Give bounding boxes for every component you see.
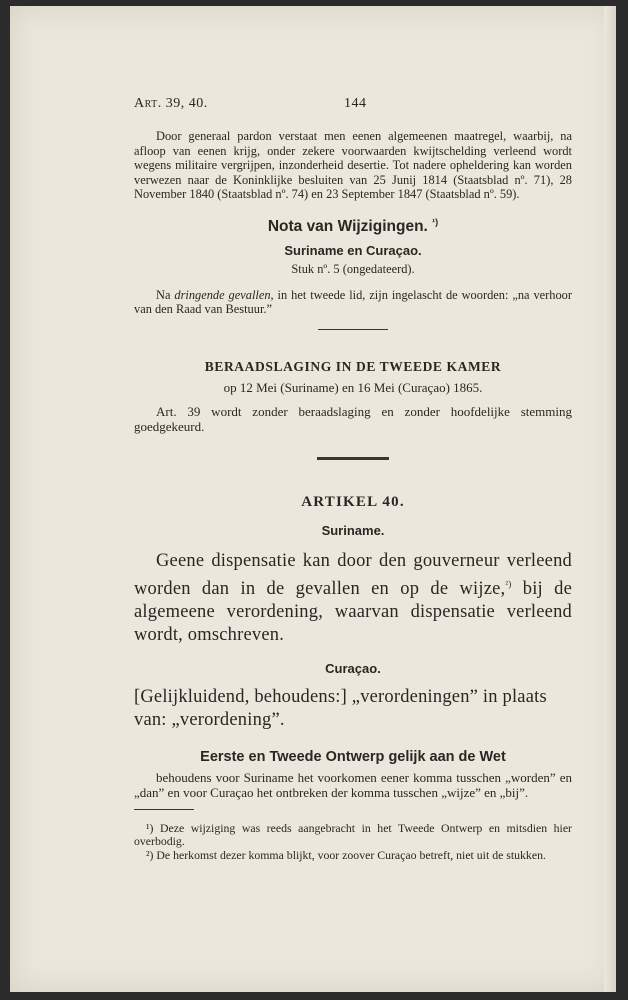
nota-title (134, 217, 572, 236)
curacao-text: [Gelijkluidend, behoudens:] „verordeningen” in plaats van: „verordening”. (134, 686, 547, 730)
page-content (134, 96, 572, 862)
suriname-text-2: bij de algemeene verordening, waarvan dispensatie verleend wordt, omschreven. (134, 578, 572, 645)
page-edge (604, 6, 616, 992)
beraadslaging-title: BERAADSLAGING IN DE TWEEDE KAMER (204, 358, 502, 374)
header-article: Art. 39, 40. (134, 96, 208, 111)
nota-footnote-mark: ¹) (432, 216, 439, 227)
footnote-2: ²) De herkomst dezer komma blijkt, voor zoover Curaçao betreft, niet uit de stukken. (146, 847, 546, 862)
section-divider-thick (317, 457, 389, 460)
page-number: 144 (344, 96, 367, 111)
running-header (134, 96, 572, 112)
suriname-heading: Suriname. (321, 522, 385, 538)
nota-subtitle: Suriname en Curaçao. (284, 242, 422, 258)
suriname-text (134, 550, 572, 647)
artikel-title: ARTIKEL 40. (301, 493, 405, 510)
beraadslaging-text: Art. 39 wordt zonder beraadslaging en zonder hoofdelijke stemming goedgekeurd. (134, 403, 572, 435)
section-divider-thin (318, 329, 388, 330)
nota-stuk: Stuk nº. 5 (ongedateerd). (291, 261, 415, 276)
nota-change-italic: dringende gevallen (174, 287, 271, 302)
nota-change-rest: , in het tweede lid, zijn ingelascht de woorden: „na verhoor van den Raad van Bestuur.” (134, 287, 572, 317)
curacao-heading: Curaçao. (325, 660, 381, 676)
ontwerp-title: Eerste en Tweede Ontwerp gelijk aan de Wet (200, 748, 506, 765)
book-page (10, 6, 616, 992)
intro-paragraph: Door generaal pardon verstaat men eenen algemeenen maatregel, waarbij, na afloop van eenen krijg, onder zekere voorwaarden kwijtschelding verleend wordt wegens militaire vergrijpen, inzonderheid desertie. Tot nadere opheldering kan worden verwezen naar de Koninklijke besluiten van 25 Junij 1814 (Staatsblad nº. 71), 28 November 1840 (Staatsblad nº. 74) en 23 September 1847 (Staatsblad nº. 59). (134, 129, 572, 201)
ontwerp-text: behoudens voor Suriname het voorkomen eener komma tusschen „worden” en „dan” en voor Curaçao het ontbreken der komma tusschen „wijze” en „bij”. (134, 769, 572, 801)
footnote-1: ¹) Deze wijziging was reeds aangebracht in het Tweede Ontwerp en mitsdien hier overbodig. (134, 820, 572, 849)
nota-change (134, 288, 572, 317)
nota-change-prefix: Na (156, 287, 171, 302)
suriname-footnote-mark: ²) (505, 578, 512, 589)
suriname-text-1: Geene dispensatie kan door den gouverneur verleend worden dan in de gevallen en op de wijze, (134, 550, 572, 599)
footnote-divider (134, 809, 194, 810)
nota-title-text: Nota van Wijzigingen. (267, 217, 428, 235)
beraadslaging-subtitle: op 12 Mei (Suriname) en 16 Mei (Curaçao) 1865. (223, 379, 483, 395)
